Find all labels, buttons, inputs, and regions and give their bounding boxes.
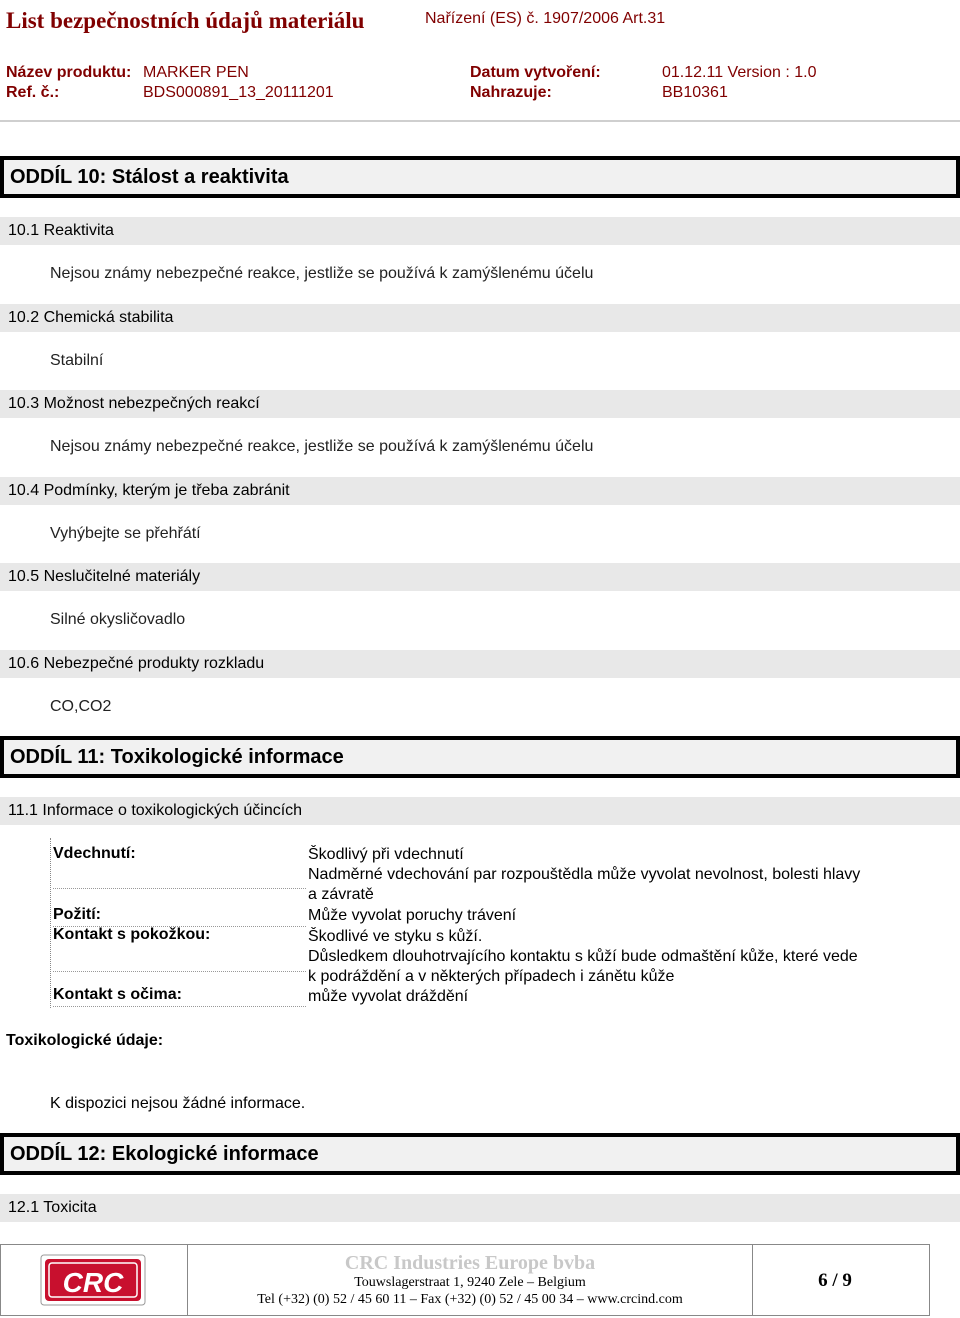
logo-text: CRC xyxy=(62,1267,124,1298)
subsection-heading: 10.3 Možnost nebezpečných reakcí xyxy=(8,395,260,412)
toxicological-data-label: Toxikologické údaje: xyxy=(6,1032,164,1049)
skin-contact-value-1: Škodlivé ve styku s kůží. xyxy=(308,928,483,945)
subsection-10-5 xyxy=(0,563,960,591)
section-11-title: ODDÍL 11: Toxikologické informace xyxy=(10,745,344,768)
inhalation-value-3: a závratě xyxy=(308,886,374,903)
subsection-10-2 xyxy=(0,304,960,332)
ingestion-value: Může vyvolat poruchy trávení xyxy=(308,907,517,924)
ingestion-label: Požití: xyxy=(53,906,306,927)
skin-contact-label: Kontakt s pokožkou: xyxy=(53,926,306,972)
footer-divider-left xyxy=(187,1244,188,1316)
section-12-title: ODDÍL 12: Ekologické informace xyxy=(10,1142,319,1165)
section-10-title: ODDÍL 10: Stálost a reaktivita xyxy=(10,165,289,188)
subsection-10-3 xyxy=(0,390,960,418)
subsection-heading: 10.4 Podmínky, kterým je třeba zabránit xyxy=(8,482,290,499)
ref-number-value: BDS000891_13_20111201 xyxy=(143,84,334,101)
inhalation-value-2: Nadměrné vdechování par rozpouštědla může vyvolat nevolnost, bolesti hlavy xyxy=(308,866,861,883)
section-12-header xyxy=(0,1133,960,1175)
subsection-10-1-text: Nejsou známy nebezpečné reakce, jestliže se používá k zamýšlenému účelu xyxy=(50,265,594,282)
subsection-10-5-text: Silné okysličovadlo xyxy=(50,611,186,628)
subsection-11-1 xyxy=(0,797,960,825)
company-address: Touwslagerstraat 1, 9240 Zele – Belgium xyxy=(354,1275,586,1290)
eye-contact-label: Kontakt s očima: xyxy=(53,986,306,1007)
toxicological-data-text: K dispozici nejsou žádné informace. xyxy=(50,1095,306,1112)
subsection-10-2-text: Stabilní xyxy=(50,352,104,369)
subsection-heading: 10.6 Nebezpečné produkty rozkladu xyxy=(8,655,265,672)
replaces-label: Nahrazuje: xyxy=(470,84,552,101)
eye-contact-value: může vyvolat dráždění xyxy=(308,988,469,1005)
crc-logo xyxy=(40,1254,146,1306)
inhalation-label: Vdechnutí: xyxy=(53,845,306,889)
subsection-heading: 11.1 Informace o toxikologických účincích xyxy=(8,802,303,819)
section-11-header xyxy=(0,736,960,778)
header-divider xyxy=(0,120,960,122)
document-title: List bezpečnostních údajů materiálu xyxy=(6,8,365,33)
subsection-10-6-text: CO,CO2 xyxy=(50,698,112,715)
product-name-label: Název produktu: xyxy=(6,64,132,81)
subsection-10-1 xyxy=(0,217,960,245)
ref-number-label: Ref. č.: xyxy=(6,84,60,101)
created-date-value: 01.12.11 Version : 1.0 xyxy=(662,64,817,81)
subsection-heading: 10.1 Reaktivita xyxy=(8,222,114,239)
subsection-heading: 12.1 Toxicita xyxy=(8,1199,97,1216)
section-10-header xyxy=(0,156,960,198)
subsection-12-1 xyxy=(0,1194,960,1222)
subsection-10-6 xyxy=(0,650,960,678)
subsection-10-4-text: Vyhýbejte se přehřátí xyxy=(50,525,201,542)
product-name-value: MARKER PEN xyxy=(143,64,249,81)
inhalation-value-1: Škodlivý při vdechnutí xyxy=(308,846,464,863)
subsection-heading: 10.5 Neslučitelné materiály xyxy=(8,568,201,585)
company-contact: Tel (+32) (0) 52 / 45 60 11 – Fax (+32) (0) 52 / 45 00 34 – www.crcind.com xyxy=(257,1292,683,1307)
page-number: 6 / 9 xyxy=(818,1270,852,1291)
company-name: CRC Industries Europe bvba xyxy=(344,1252,596,1274)
replaces-value: BB10361 xyxy=(662,84,728,101)
subsection-heading: 10.2 Chemická stabilita xyxy=(8,309,174,326)
created-date-label: Datum vytvoření: xyxy=(470,64,601,81)
skin-contact-value-3: k podráždění a v některých případech i zánětu kůže xyxy=(308,968,675,985)
subsection-10-4 xyxy=(0,477,960,505)
skin-contact-value-2: Důsledkem dlouhotrvajícího kontaktu s kůží bude odmaštění kůže, které vede xyxy=(308,948,858,965)
subsection-10-3-text: Nejsou známy nebezpečné reakce, jestliže se používá k zamýšlenému účelu xyxy=(50,438,594,455)
footer-divider-right xyxy=(752,1244,753,1316)
regulation-reference: Nařízení (ES) č. 1907/2006 Art.31 xyxy=(425,10,666,27)
